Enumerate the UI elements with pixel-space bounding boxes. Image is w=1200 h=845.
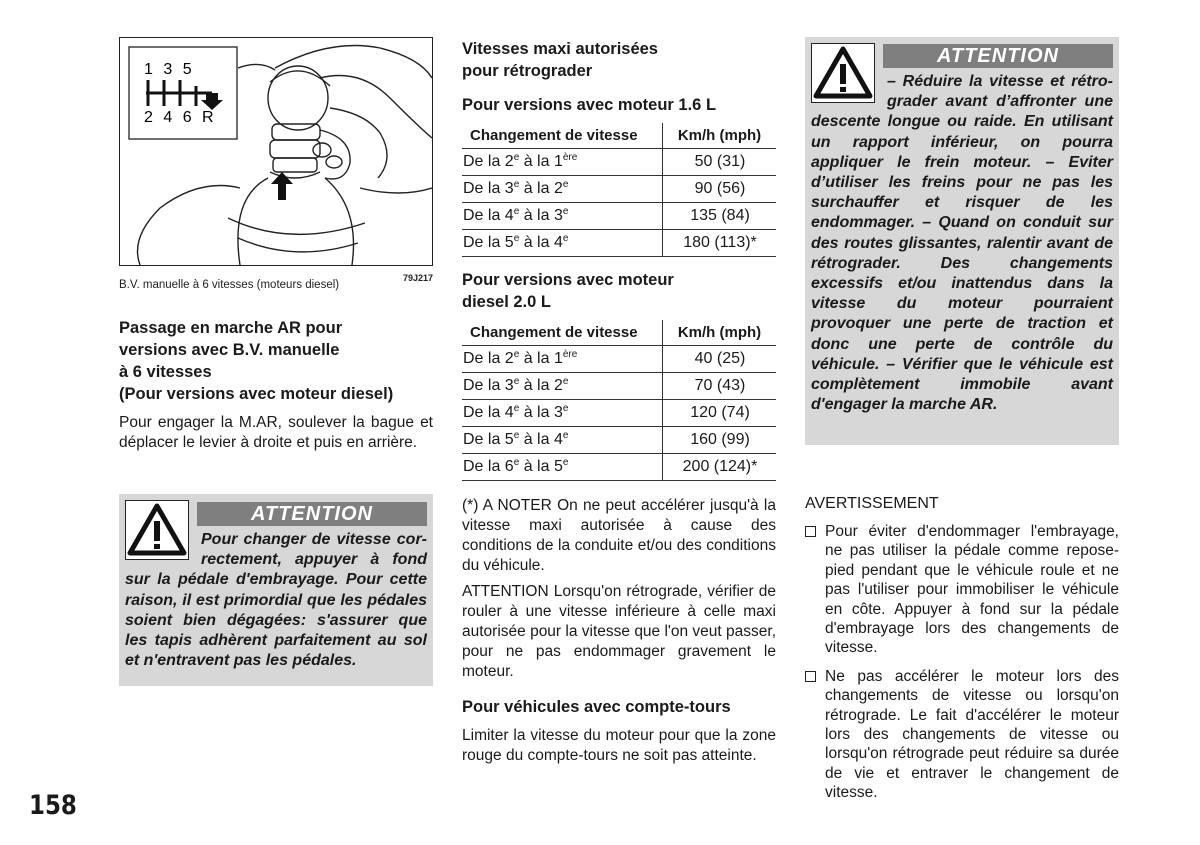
table1-header-change: Changement de vitesse <box>462 123 663 149</box>
list-item <box>805 667 1119 803</box>
warning-line-1: – Réduire la vitesse et rétro- <box>887 73 1113 90</box>
gear-change-cell <box>462 203 663 230</box>
speed-heading-1: Vitesses maxi autorisées <box>462 40 658 58</box>
gear-change-from-sup: e <box>513 152 520 163</box>
gear-change-cell <box>462 400 663 427</box>
reverse-heading-2: versions avec B.V. manuelle <box>119 341 340 359</box>
tach-heading: Pour véhicules avec compte-tours <box>462 698 731 716</box>
speed-heading-2: pour rétrograder <box>462 62 593 80</box>
warning-text <box>125 530 427 671</box>
gear-change-from-sup: e <box>513 376 520 387</box>
gear-change-from-sup: e <box>513 206 520 217</box>
table2-title-2: diesel 2.0 L <box>462 293 551 311</box>
table1-title: Pour versions avec moteur 1.6 L <box>462 96 717 114</box>
speed-section <box>462 38 776 766</box>
warning-title: ATTENTION <box>883 44 1113 68</box>
reverse-section <box>119 317 433 453</box>
list-item <box>805 522 1119 658</box>
gear-change-from-sup: e <box>513 430 520 441</box>
gear-change-cell <box>462 230 663 257</box>
speed-value-cell: 120 (74) <box>663 400 777 427</box>
gear-change-to-sup: e <box>562 403 569 414</box>
gear-change-cell <box>462 346 663 373</box>
bullet-text-1: Pour éviter d'endommager l'embrayage, ne pas utiliser la pédale comme repose-pied pendant que le véhicule roule et ne pas l'utiliser pour immobiliser le véhicule en côte. Appuyer à fond sur la pédale d'embrayage lors des changements de vitesse. <box>825 523 1119 657</box>
speed-value-cell: 40 (25) <box>663 346 777 373</box>
figure-code: 79J217 <box>402 273 433 283</box>
lift-arrow-icon <box>271 172 293 200</box>
gear-change-from: De la 4 <box>463 404 514 421</box>
gear-change-cell <box>462 454 663 481</box>
checkbox-bullet-icon <box>805 671 816 682</box>
note-paragraph: (*) A NOTER On ne peut accélérer jusqu'à la vitesse maxi autorisée à cause des conditions de la conduite et/ou des conditions du véhicule. <box>462 497 776 574</box>
gear-bottom-label: 2 4 6 R <box>144 109 217 126</box>
speed-value-cell: 50 (31) <box>663 149 777 176</box>
avertissement-section <box>805 494 1119 803</box>
gearshift-drawing <box>120 38 432 265</box>
gear-change-to-sup: ère <box>562 349 578 360</box>
gear-change-mid: à la 2 <box>519 377 563 394</box>
gear-change-to-sup: e <box>562 179 569 190</box>
gear-change-cell <box>462 373 663 400</box>
reverse-body: Pour engager la M.AR, soulever la bague et déplacer le levier à droite et puis en arrière. <box>119 414 433 451</box>
table-row <box>462 400 776 427</box>
speed-table-1-6 <box>462 123 776 257</box>
warning-box-clutch <box>119 494 433 686</box>
gear-change-mid: à la 1 <box>519 350 563 367</box>
gear-change-from: De la 5 <box>463 431 514 448</box>
gear-change-from-sup: e <box>513 233 520 244</box>
table2-header-change: Changement de vitesse <box>462 320 663 346</box>
gear-change-to-sup: e <box>562 457 569 468</box>
speed-value-cell: 180 (113)* <box>663 230 777 257</box>
gear-change-from-sup: e <box>513 349 520 360</box>
gear-change-from-sup: e <box>513 179 520 190</box>
gear-top-label: 1 3 5 <box>144 61 195 78</box>
gear-change-to-sup: e <box>562 430 569 441</box>
avertissement-title: AVERTISSEMENT <box>805 495 939 512</box>
warning-line-2: rectement, appuyer à fond <box>201 551 427 569</box>
table1-header-kmh: Km/h (mph) <box>663 123 777 149</box>
reverse-heading-4: (Pour versions avec moteur diesel) <box>119 385 394 403</box>
gear-change-mid: à la 5 <box>519 458 563 475</box>
gear-change-to-sup: e <box>562 206 569 217</box>
gear-change-from: De la 3 <box>463 377 514 394</box>
page-number: 158 <box>29 790 77 821</box>
reverse-heading-1: Passage en marche AR pour <box>119 319 343 337</box>
warning-box-driving <box>805 37 1119 445</box>
table2-title-1: Pour versions avec moteur <box>462 271 674 289</box>
table-row <box>462 373 776 400</box>
table-row <box>462 427 776 454</box>
gear-change-mid: à la 1 <box>519 153 563 170</box>
warning-title: ATTENTION <box>197 502 427 526</box>
table-row <box>462 176 776 203</box>
table2-header-kmh: Km/h (mph) <box>663 320 777 346</box>
tach-body: Limiter la vitesse du moteur pour que la zone rouge du compte-tours ne soit pas atteinte. <box>462 727 776 764</box>
reverse-heading-3: à 6 vitesses <box>119 363 212 381</box>
warning-line-1: Pour changer de vitesse cor- <box>201 531 427 548</box>
figure-caption-text: B.V. manuelle à 6 vitesses (moteurs diesel) <box>119 279 340 291</box>
speed-value-cell: 90 (56) <box>663 176 777 203</box>
speed-value-cell: 70 (43) <box>663 373 777 400</box>
gear-change-mid: à la 3 <box>519 207 563 224</box>
gear-change-from: De la 4 <box>463 207 514 224</box>
gear-change-cell <box>462 149 663 176</box>
gear-change-from: De la 5 <box>463 234 514 251</box>
gearshift-illustration <box>119 37 433 266</box>
gear-change-to-sup: ère <box>562 152 578 163</box>
speed-value-cell: 160 (99) <box>663 427 777 454</box>
table-row <box>462 454 776 481</box>
warning-text <box>811 72 1113 415</box>
gear-change-from: De la 3 <box>463 180 514 197</box>
attention-paragraph: ATTENTION Lorsqu'on rétrograde, vérifier de rouler à une vitesse inférieure à celle maxi autorisée pour la vitesse que l'on veut passer, pour ne pas endommager gravement le moteur. <box>462 583 777 680</box>
table-row <box>462 346 776 373</box>
gear-change-cell <box>462 427 663 454</box>
gear-change-cell <box>462 176 663 203</box>
warning-line-2: grader avant d’affronter une <box>887 93 1113 111</box>
speed-value-cell: 135 (84) <box>663 203 777 230</box>
gear-change-to-sup: e <box>562 376 569 387</box>
bullet-text-2: Ne pas accélérer le moteur lors des changements de vitesse ou lorsqu'on rétrograde. Le fait d'accélérer le moteur lors des changements de vitesse ou lorsqu'on rétrograde peut réduire sa durée de vie et entraver le changement de vitesse. <box>825 667 1119 802</box>
speed-table-diesel <box>462 320 776 481</box>
gear-change-from-sup: e <box>513 457 520 468</box>
gear-change-mid: à la 4 <box>519 431 563 448</box>
gear-change-mid: à la 2 <box>519 180 563 197</box>
gear-change-from: De la 6 <box>463 458 514 475</box>
gear-change-mid: à la 3 <box>519 404 563 421</box>
gear-change-mid: à la 4 <box>519 234 563 251</box>
table-row <box>462 149 776 176</box>
warning-body: sur la pédale d'embrayage. Pour cette raison, il est primordial que les pédales soient bien dégagées: s'assurer que les tapis adhèrent parfaitement au sol et n'entravent pas les pédales. <box>125 571 427 670</box>
speed-value-cell: 200 (124)* <box>663 454 777 481</box>
warning-body: descente longue ou raide. En utilisant un rapport inférieur, on pourra appliquer le frein moteur. – Eviter d’utiliser les freins pour ne pas les surchauffer et risquer de les endommager. – Quand on conduit sur des routes glissantes, ralentir avant de rétrograder. Des changements excessifs et/ou inattendus dans la vitesse du moteur pourraient provoquer une perte de traction et donc une perte de contrôle du véhicule. – Vérifier que le véhicule est complètement immobile avant d'engager la marche AR. <box>811 113 1113 414</box>
table-row <box>462 230 776 257</box>
table-row <box>462 203 776 230</box>
gear-change-from-sup: e <box>513 403 520 414</box>
gear-change-from: De la 2 <box>463 350 514 367</box>
gear-change-from: De la 2 <box>463 153 514 170</box>
figure-caption <box>119 273 433 291</box>
gear-change-to-sup: e <box>562 233 569 244</box>
checkbox-bullet-icon <box>805 526 816 537</box>
